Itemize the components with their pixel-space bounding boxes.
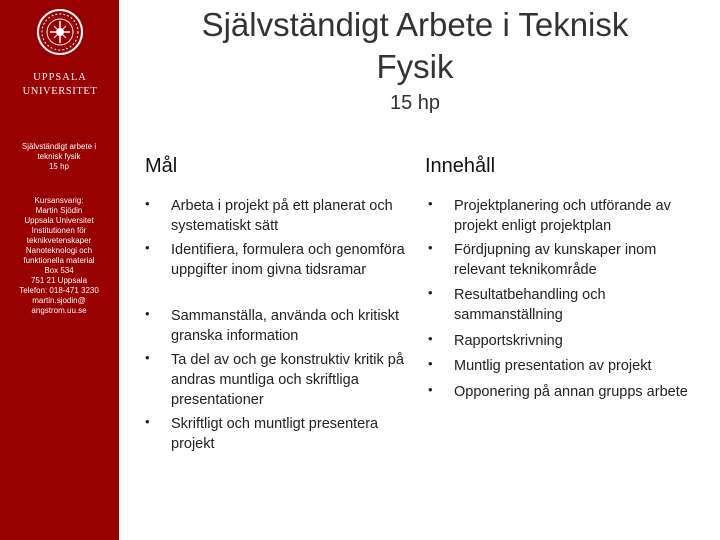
sidebar-course-info	[4, 142, 114, 172]
list-item-text: Arbeta i projekt på ett planerat och systematiskt sätt	[171, 198, 393, 234]
list-item-text: Resultatbehandling och sammanställning	[454, 287, 606, 323]
goals-list	[145, 196, 410, 466]
sidebar-course-line: Självständigt arbete i	[21, 142, 97, 151]
sidebar	[0, 0, 119, 540]
bullet: •	[428, 331, 433, 346]
bullet: •	[145, 350, 150, 365]
bullet: •	[145, 414, 150, 429]
sidebar-course-line: teknisk fysik	[37, 152, 81, 161]
list-item-text: Skriftligt och muntligt presentera projekt	[171, 416, 379, 452]
goals-heading: Mål	[145, 155, 178, 177]
bullet: •	[145, 240, 150, 255]
list-item-text: Rapportskrivning	[454, 333, 563, 349]
sidebar-contact-line: Telefon: 018-471 3230	[19, 286, 99, 295]
bullet: •	[145, 196, 150, 211]
sidebar-contact-line: Box 534	[44, 266, 74, 275]
list-item-text: Fördjupning av kunskaper inom relevant teknikområde	[454, 242, 657, 278]
university-seal-icon	[36, 8, 84, 66]
logo-text-universitet: UNIVERSITET	[22, 86, 98, 97]
sidebar-contact-line: teknikvetenskaper	[26, 236, 92, 245]
list-item-text: Projektplanering och utförande av projekt enligt projektplan	[454, 198, 671, 234]
bullet: •	[428, 356, 433, 371]
list-item-text: Opponering på annan grupps arbete	[454, 384, 688, 400]
sidebar-contact-line: funktionella material	[23, 256, 95, 265]
bullet: •	[428, 240, 433, 255]
sidebar-contact-line: Martin Sjödin	[35, 206, 83, 215]
uppsala-university-logo	[18, 8, 102, 108]
list-item-text: Sammanställa, använda och kritiskt granska information	[171, 308, 400, 344]
page-title-continued: Fysik	[376, 48, 454, 85]
content-list	[428, 196, 708, 436]
page-subtitle: 15 hp	[389, 92, 441, 114]
page-title: Självständigt Arbete i Teknisk	[201, 6, 629, 43]
list-item-text: Ta del av och ge konstruktiv kritik på andras muntliga och skriftliga presentationer	[171, 352, 404, 408]
sidebar-contact-line: Kursansvarig:	[34, 196, 84, 205]
logo-text-uppsala: UPPSALA	[33, 72, 87, 83]
bullet: •	[428, 196, 433, 211]
sidebar-contact-info	[4, 196, 114, 316]
sidebar-contact-line: Institutionen för	[31, 226, 87, 235]
list-item-text: Identifiera, formulera och genomföra uppgifter inom givna tidsramar	[171, 242, 405, 278]
bullet: •	[428, 382, 433, 397]
sidebar-contact-email: angstrom.uu.se	[31, 306, 87, 315]
sidebar-course-line: 15 hp	[48, 162, 70, 171]
content-heading: Innehåll	[425, 155, 496, 177]
bullet: •	[428, 285, 433, 300]
sidebar-contact-line: Uppsala Universitet	[24, 216, 94, 225]
sidebar-contact-line: 751 21 Uppsala	[30, 276, 88, 285]
sidebar-contact-line: Nanoteknologi och	[25, 246, 93, 255]
sidebar-contact-email: martin.sjodin@	[32, 296, 86, 305]
list-item-text: Muntlig presentation av projekt	[454, 358, 652, 374]
bullet: •	[145, 306, 150, 321]
